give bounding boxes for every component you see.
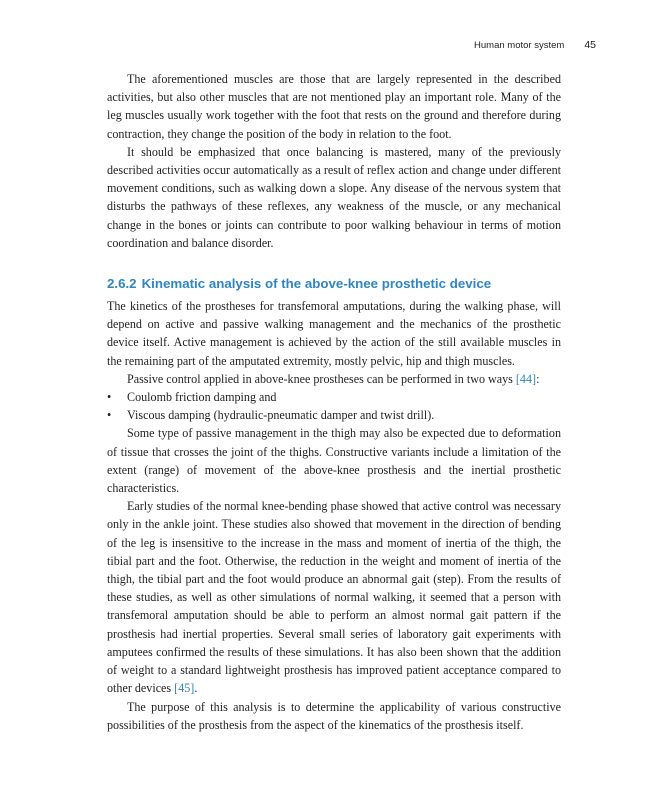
list-item-text: Coulomb friction damping and	[127, 390, 277, 405]
running-title: Human motor system	[474, 40, 565, 51]
paragraph-constructive-variants: Some type of passive management in the thigh may also be expected due to deformation of tissue that crosses the joint of the thighs. Constructive variants include a limitation of the extent (range) of movement of the above-knee prosthesis and the inertial prosthetic characteristics.	[107, 426, 561, 496]
paragraph-early-studies	[107, 497, 561, 697]
bullet-icon: •	[107, 390, 112, 405]
paragraph-early-studies-tail: .	[194, 681, 198, 696]
section-heading	[107, 274, 561, 294]
paragraph-passive-control	[107, 370, 561, 388]
list-item	[107, 388, 561, 406]
section-number: 2.6.2	[107, 276, 137, 292]
paragraph-intro-1: The aforementioned muscles are those that are largely represented in the described activities, but also other muscles that are not mentioned play an important role. Many of the leg muscles usually work together with the foot that rests on the ground and therefore during contraction, they change the position of the body in relation to the foot.	[107, 72, 561, 141]
paragraph-passive-control-text: Passive control applied in above-knee prostheses can be performed in two ways	[127, 371, 516, 386]
citation-44[interactable]: [44]	[515, 371, 537, 386]
paragraph-early-studies-text: Early studies of the normal knee-bending phase showed that active control was necessary only in the ankle joint. These studies also showed that movement in the direction of bending of the leg is insensitive to the increase in the mass and moment of inertia of the thigh, the tibial part and the foot. Otherwise, the reduction in the weight and moment of inertia of the thigh, the tibial part and the foot would produce an abnormal gait (step). From the results of these studies, as well as other simulations of normal walking, it seemed that a person with transfemoral amputation should be able to perform an almost normal gait pattern if the prosthesis had inertial properties. Several small series of laboratory gait experiments with amputees confirmed the results of these simulations. It has also been shown that the addition of weight to a standard lightweight prosthesis has improved patient acceptance compared to other devices	[107, 499, 561, 696]
list-item	[107, 406, 561, 424]
paragraph-intro-2: It should be emphasized that once balancing is mastered, many of the previously described activities occur automatically as a result of reflex action and change under different movement conditions, such as walking down a slope. Any disease of the nervous system that disturbs the pathways of these reflexes, any weakness of the muscle, or any mechanical change in the bones or joints can contribute to poor walking behaviour in terms of motion coordination and balance disorder.	[107, 144, 561, 250]
section-title: Kinematic analysis of the above-knee prosthetic device	[141, 276, 492, 292]
damping-list	[107, 388, 561, 424]
paragraph-passive-control-tail: :	[536, 371, 540, 386]
bullet-icon: •	[107, 408, 112, 423]
running-head	[474, 39, 596, 51]
list-item-text: Viscous damping (hydraulic-pneumatic damper and twist drill).	[127, 408, 435, 423]
page-body	[107, 70, 561, 734]
paragraph-purpose: The purpose of this analysis is to determine the applicability of various constructive possibilities of the prosthesis from the aspect of the kinematics of the prosthesis itself.	[107, 699, 561, 732]
page-number: 45	[584, 39, 596, 51]
paragraph-kinetics: The kinetics of the prostheses for transfemoral amputations, during the walking phase, will depend on active and passive walking management and the mechanics of the prosthetic device itself. Active management is achieved by the action of the still available muscles in the remaining part of the amputated extremity, mostly pelvic, hip and thigh muscles.	[107, 299, 561, 368]
citation-45[interactable]: [45]	[174, 681, 195, 696]
